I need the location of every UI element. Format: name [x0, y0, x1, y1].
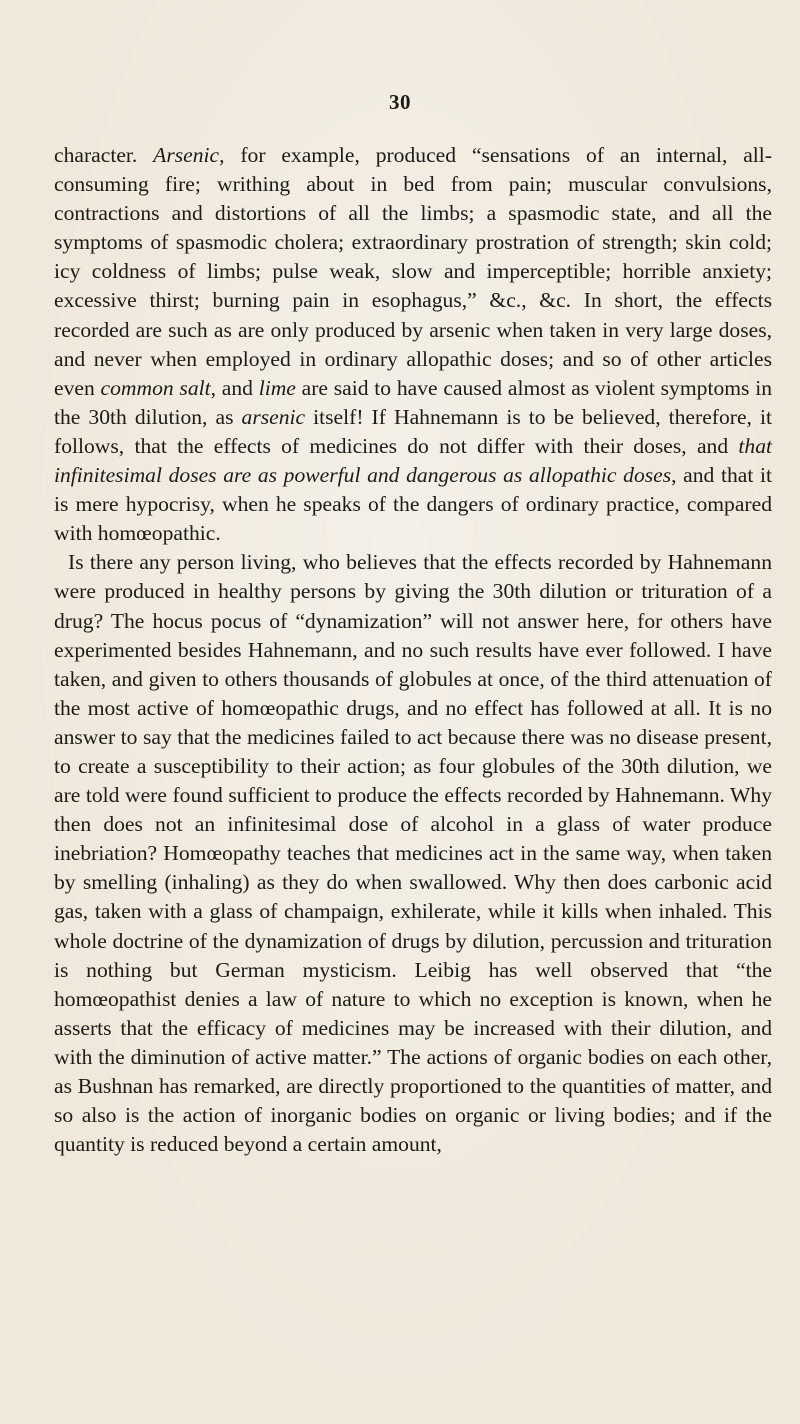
text-run: , for example, produced “sensations of an internal, all-consuming fire; writhing about in bed from pain; muscular convulsions, contractions and distortions of all the limbs; a spasmodic state, and all the symptoms of spasmodic cholera; extraordinary prostration of strength; skin cold; icy coldness of limbs; pulse weak, slow and imperceptible; horrible anxiety; excessive thirst; burning pain in esophagus,” &c., &c. In short, the effects recorded are such as are only produced by arsenic when taken in very large doses, and never when employed in ordinary allopathic doses; and so of other articles even: [54, 143, 772, 400]
text-run: , and: [210, 375, 259, 400]
italic-text: Arsenic: [153, 143, 220, 167]
paragraph-2: [54, 548, 772, 1159]
body-text: [54, 141, 772, 1159]
page-number: 30: [389, 90, 411, 114]
italic-text: arsenic: [241, 404, 306, 429]
text-run: Is there any person living, who believes that the effects recorded by Hahnemann were produced in healthy persons by giving the 30th dilution or trituration of a drug? The hocus pocus of “dynamization” will not answer here, for others have experimented besides Hahnemann, and no such results have ever followed. I have taken, and given to others thousands of globules at once, of the third attenuation of the most active of homœopathic drugs, and no effect has followed at all. It is no answer to say that the medicines failed to act because there was no disease present, to create a susceptibility to their action; as four globules of the 30th dilution, we are told were found sufficient to produce the effects recorded by Hahnemann. Why then does not an infinitesimal dose of alcohol in a glass of water produce inebriation? Homœopathy teaches that medicines act in the same way, when taken by smelling (inhaling) as they do when swallowed. Why then does carbonic acid gas, taken with a glass of champaign, exhilerate, while it kills when inhaled. This whole doctrine of the dynamization of drugs by dilution, percussion and trituration is nothing but German mysticism. Leibig has well observed that “the homœopathist denies a law of nature to which no exception is known, when he asserts that the efficacy of medicines may be increased with their dilution, and with the diminution of active matter.” The actions of organic bodies on each other, as Bushnan has remarked, are directly proportioned to the quantities of matter, and so also is the action of inorganic bodies on organic or living bodies; and if the quantity is reduced beyond a certain amount,: [54, 550, 772, 1157]
text-run: character.: [54, 143, 154, 167]
italic-text: common salt: [100, 375, 211, 400]
text-run: itself! If Hahnemann is to be believed, therefore, it follows, that the effects of medicines do not differ with their doses, and: [54, 404, 772, 458]
text-run: are said to have caused almost as violent symptoms in the 30th dilution, as: [54, 375, 772, 429]
paragraph-1: [54, 141, 772, 548]
italic-text: that infinitesimal doses are as powerful and dangerous as allopathic doses: [54, 433, 772, 488]
text-run: , and that it is mere hypocrisy, when he speaks of the dangers of ordinary practice, compared with homœopathic.: [54, 463, 772, 546]
italic-text: lime: [258, 375, 296, 400]
